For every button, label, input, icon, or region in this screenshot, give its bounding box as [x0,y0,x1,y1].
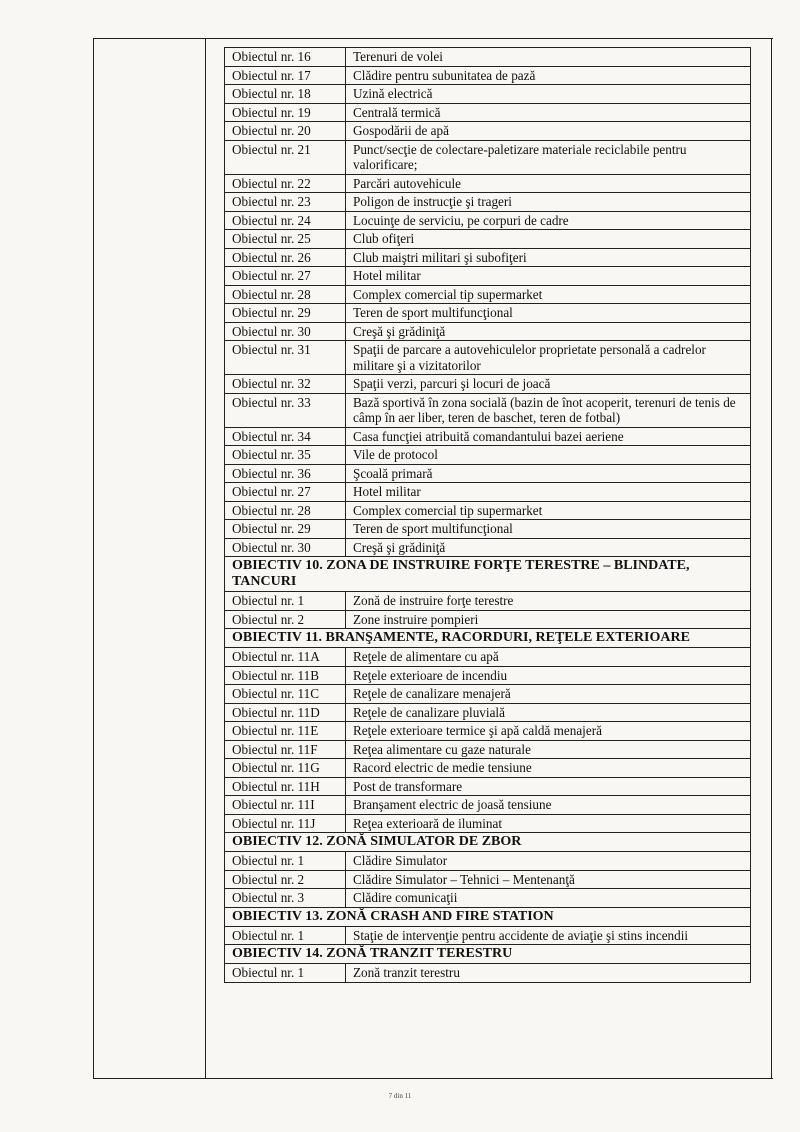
object-description-cell: Staţie de intervenţie pentru accidente de aviaţie şi stins incendii [346,926,751,945]
object-number-cell: Obiectul nr. 19 [225,103,346,122]
object-description-cell: Parcări autovehicule [346,174,751,193]
table-row [225,322,751,341]
object-description-cell: Reţea exterioară de iluminat [346,814,751,833]
section-title: OBIECTIV 12. ZONĂ SIMULATOR DE ZBOR [225,833,751,852]
table-row [225,48,751,67]
object-description-cell: Clădire pentru subunitatea de pază [346,66,751,85]
object-description-cell: Teren de sport multifuncţional [346,304,751,323]
outer-frame-divider [205,38,206,1078]
table-row [225,464,751,483]
table-row [225,740,751,759]
object-number-cell: Obiectul nr. 17 [225,66,346,85]
object-number-cell: Obiectul nr. 1 [225,852,346,871]
object-number-cell: Obiectul nr. 27 [225,267,346,286]
object-number-cell: Obiectul nr. 28 [225,285,346,304]
table-row [225,703,751,722]
table-row [225,122,751,141]
object-number-cell: Obiectul nr. 11G [225,759,346,778]
outer-frame-top [93,38,773,39]
object-number-cell: Obiectul nr. 11D [225,703,346,722]
object-number-cell: Obiectul nr. 33 [225,393,346,427]
object-number-cell: Obiectul nr. 26 [225,248,346,267]
object-description-cell: Clădire comunicaţii [346,889,751,908]
object-description-cell: Complex comercial tip supermarket [346,285,751,304]
table-row [225,759,751,778]
table-row [225,85,751,104]
table-row [225,538,751,557]
object-number-cell: Obiectul nr. 1 [225,926,346,945]
object-description-cell: Teren de sport multifuncţional [346,520,751,539]
table-row [225,592,751,611]
object-number-cell: Obiectul nr. 1 [225,592,346,611]
table-row [225,66,751,85]
object-number-cell: Obiectul nr. 22 [225,174,346,193]
section-row [225,907,751,926]
object-number-cell: Obiectul nr. 2 [225,610,346,629]
section-title: OBIECTIV 11. BRANŞAMENTE, RACORDURI, REŢELE EXTERIOARE [225,629,751,648]
object-description-cell: Clădire Simulator – Tehnici – Mentenanţă [346,870,751,889]
table-row [225,520,751,539]
object-number-cell: Obiectul nr. 30 [225,538,346,557]
object-description-cell: Reţea alimentare cu gaze naturale [346,740,751,759]
object-description-cell: Reţele de canalizare menajeră [346,685,751,704]
object-number-cell: Obiectul nr. 34 [225,427,346,446]
table-row [225,341,751,375]
section-title: OBIECTIV 10. ZONA DE INSTRUIRE FORŢE TERESTRE – BLINDATE, TANCURI [225,557,751,592]
section-title: OBIECTIV 14. ZONĂ TRANZIT TERESTRU [225,945,751,964]
table-row [225,393,751,427]
object-number-cell: Obiectul nr. 11A [225,648,346,667]
object-description-cell: Clădire Simulator [346,852,751,871]
table-row [225,814,751,833]
object-number-cell: Obiectul nr. 29 [225,520,346,539]
object-number-cell: Obiectul nr. 20 [225,122,346,141]
table-row [225,193,751,212]
table-row [225,870,751,889]
object-number-cell: Obiectul nr. 11J [225,814,346,833]
table-row [225,610,751,629]
table-row [225,483,751,502]
table-row [225,427,751,446]
object-number-cell: Obiectul nr. 21 [225,140,346,174]
objectives-table-body [225,48,751,983]
page-number: 7 din 11 [388,1092,412,1100]
object-number-cell: Obiectul nr. 27 [225,483,346,502]
object-description-cell: Şcoală primară [346,464,751,483]
table-row [225,230,751,249]
object-number-cell: Obiectul nr. 30 [225,322,346,341]
object-description-cell: Terenuri de volei [346,48,751,67]
table-row [225,103,751,122]
section-row [225,629,751,648]
object-description-cell: Vile de protocol [346,446,751,465]
section-row [225,557,751,592]
object-number-cell: Obiectul nr. 11F [225,740,346,759]
object-number-cell: Obiectul nr. 1 [225,964,346,983]
object-description-cell: Post de transformare [346,777,751,796]
object-number-cell: Obiectul nr. 24 [225,211,346,230]
object-description-cell: Hotel militar [346,267,751,286]
object-description-cell: Hotel militar [346,483,751,502]
table-row [225,140,751,174]
outer-frame-left [93,38,94,1078]
object-number-cell: Obiectul nr. 11B [225,666,346,685]
table-row [225,174,751,193]
object-number-cell: Obiectul nr. 2 [225,870,346,889]
table-row [225,375,751,394]
object-description-cell: Spaţii verzi, parcuri şi locuri de joacă [346,375,751,394]
object-description-cell: Club maiştri militari şi subofiţeri [346,248,751,267]
object-description-cell: Reţele de canalizare pluvială [346,703,751,722]
table-row [225,648,751,667]
object-description-cell: Creşă şi grădiniţă [346,322,751,341]
table-row [225,964,751,983]
object-description-cell: Zonă tranzit terestru [346,964,751,983]
table-row [225,248,751,267]
table-row [225,267,751,286]
object-description-cell: Spaţii de parcare a autovehiculelor proprietate personală a cadrelor militare şi a vizitatorilor [346,341,751,375]
object-number-cell: Obiectul nr. 11H [225,777,346,796]
object-number-cell: Obiectul nr. 18 [225,85,346,104]
object-description-cell: Zone instruire pompieri [346,610,751,629]
object-description-cell: Locuinţe de serviciu, pe corpuri de cadre [346,211,751,230]
object-description-cell: Poligon de instrucţie şi trageri [346,193,751,212]
table-row [225,777,751,796]
object-number-cell: Obiectul nr. 16 [225,48,346,67]
object-number-cell: Obiectul nr. 35 [225,446,346,465]
object-number-cell: Obiectul nr. 29 [225,304,346,323]
table-row [225,852,751,871]
object-number-cell: Obiectul nr. 25 [225,230,346,249]
outer-frame-bottom [93,1078,773,1079]
table-row [225,446,751,465]
object-number-cell: Obiectul nr. 11I [225,796,346,815]
section-row [225,945,751,964]
table-row [225,666,751,685]
table-row [225,722,751,741]
object-number-cell: Obiectul nr. 3 [225,889,346,908]
object-description-cell: Punct/secţie de colectare-paletizare materiale reciclabile pentru valorificare; [346,140,751,174]
object-description-cell: Reţele de alimentare cu apă [346,648,751,667]
section-title: OBIECTIV 13. ZONĂ CRASH AND FIRE STATION [225,907,751,926]
object-description-cell: Bază sportivă în zona socială (bazin de înot acoperit, terenuri de tenis de câmp în aer liber, teren de baschet, teren de fotbal) [346,393,751,427]
outer-frame-right [771,38,772,1078]
object-number-cell: Obiectul nr. 23 [225,193,346,212]
object-description-cell: Centrală termică [346,103,751,122]
object-description-cell: Zonă de instruire forţe terestre [346,592,751,611]
object-description-cell: Uzină electrică [346,85,751,104]
object-description-cell: Gospodării de apă [346,122,751,141]
section-row [225,833,751,852]
table-row [225,926,751,945]
object-number-cell: Obiectul nr. 36 [225,464,346,483]
object-description-cell: Reţele exterioare de incendiu [346,666,751,685]
object-number-cell: Obiectul nr. 31 [225,341,346,375]
object-number-cell: Obiectul nr. 11E [225,722,346,741]
object-description-cell: Complex comercial tip supermarket [346,501,751,520]
object-number-cell: Obiectul nr. 28 [225,501,346,520]
table-row [225,501,751,520]
table-row [225,304,751,323]
object-description-cell: Reţele exterioare termice şi apă caldă menajeră [346,722,751,741]
object-description-cell: Casa funcţiei atribuită comandantului bazei aeriene [346,427,751,446]
objectives-table [224,47,751,983]
object-description-cell: Branşament electric de joasă tensiune [346,796,751,815]
table-row [225,889,751,908]
object-description-cell: Racord electric de medie tensiune [346,759,751,778]
object-number-cell: Obiectul nr. 32 [225,375,346,394]
object-description-cell: Club ofiţeri [346,230,751,249]
table-row [225,796,751,815]
table-row [225,685,751,704]
object-description-cell: Creşă şi grădiniţă [346,538,751,557]
table-row [225,211,751,230]
object-number-cell: Obiectul nr. 11C [225,685,346,704]
table-row [225,285,751,304]
